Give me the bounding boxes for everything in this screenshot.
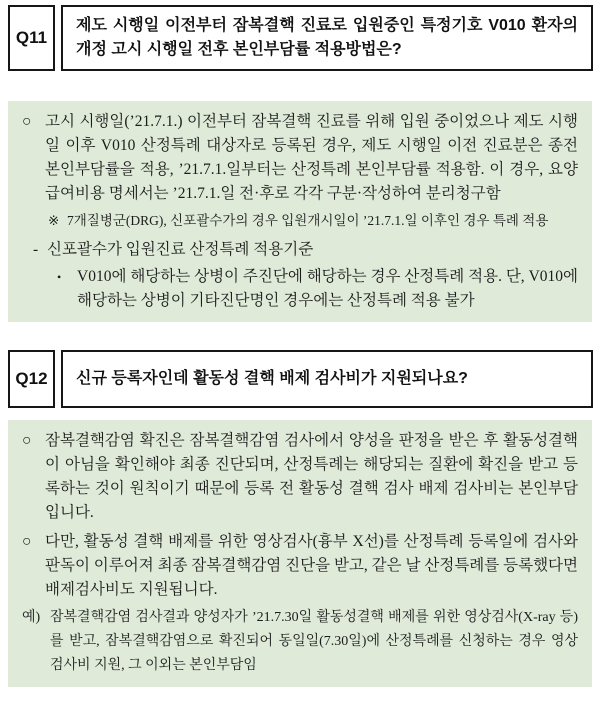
- answer-note: [48, 210, 578, 232]
- q11-question-text: 제도 시행일 이전부터 잠복결핵 진료로 입원중인 특정기호 V010 환자의 개정 고시 시행일 전후 본인부담률 적용방법은?: [76, 17, 578, 58]
- answer-paragraph: [22, 110, 578, 206]
- reference-mark-icon: ※: [48, 213, 60, 228]
- circle-marker: ○: [22, 432, 32, 449]
- q12-question-text: 신규 등록자인데 활동성 결핵 배제 검사비가 지원되나요?: [76, 370, 468, 387]
- paragraph-text: 고시 시행일(’21.7.1.) 이전부터 잠복결핵 진료를 위해 입원 중이었으나 제도 시행일 이후 V010 산정특례 대상자로 등록된 경우, 제도 시행일 이전 진료분은 종전 본인부담률을 적용, ’21.7.1.일부터는 산정특례 본인부담률 적용함. 이 경우, 요양급여비용 명세서는 ’21.7.1.일 전·후로 각각 구분·작성하여 분리청구함: [45, 113, 578, 202]
- q12-label: Q12: [15, 369, 48, 388]
- q11-answer-block: [8, 101, 592, 322]
- bullet-icon: •: [57, 270, 62, 284]
- paragraph-text: 잠복결핵감염 확진은 잠복결핵감염 검사에서 양성을 판정을 받은 후 활동성결핵이 아님을 확인해야 최종 진단되며, 산정특례는 해당되는 질환에 확진을 받고 등록하는 것이 원칙이기 때문에 등록 전 활동성 결핵 검사 배제 검사비는 본인부담입니다.: [45, 432, 578, 521]
- answer-example: [22, 606, 578, 678]
- question-row-q12: [8, 350, 593, 408]
- example-text: 잠복결핵감염 검사결과 양성자가 ’21.7.30일 활동성결핵 배제를 위한 영상검사(X-ray 등)를 받고, 잠복결핵감염으로 확진되어 동일일(7.30일)에 산정특례를 신청하는 경우 영상 검사비 지원, 그 이외는 본인부담임: [50, 610, 578, 673]
- circle-marker: ○: [22, 113, 32, 130]
- example-marker: 예): [22, 610, 41, 625]
- answer-bullet-item: [57, 265, 578, 313]
- note-text: 7개질병군(DRG), 신포괄수가의 경우 입원개시일이 ’21.7.1.일 이후인 경우 특례 적용: [67, 213, 549, 228]
- question-row-q11: [8, 5, 593, 71]
- q11-label: Q11: [15, 28, 48, 47]
- q12-answer-block: [8, 420, 592, 687]
- answer-sub-item: [33, 238, 578, 262]
- sub-item-text: 신포괄수가 입원진료 산정특례 적용기준: [47, 241, 314, 258]
- q12-question-box: [61, 350, 593, 408]
- q11-label-box: [8, 5, 55, 71]
- q11-question-box: [61, 5, 593, 71]
- bullet-item-text: V010에 해당하는 상병이 주진단에 해당하는 경우 산정특례 적용. 단, V010에 해당하는 상병이 기타진단명인 경우에는 산정특례 적용 불가: [77, 268, 578, 309]
- answer-paragraph: [22, 530, 578, 602]
- dash-marker: -: [33, 241, 39, 258]
- answer-paragraph: [22, 429, 578, 525]
- q12-label-box: [8, 350, 55, 408]
- paragraph-text: 다만, 활동성 결핵 배제를 위한 영상검사(흉부 X선)를 산정특례 등록일에 검사와 판독이 이루어져 최종 잠복결핵감염 진단을 받고, 같은 날 산정특례를 등록했다면 배제검사비도 지원됩니다.: [45, 533, 578, 598]
- circle-marker: ○: [22, 533, 32, 550]
